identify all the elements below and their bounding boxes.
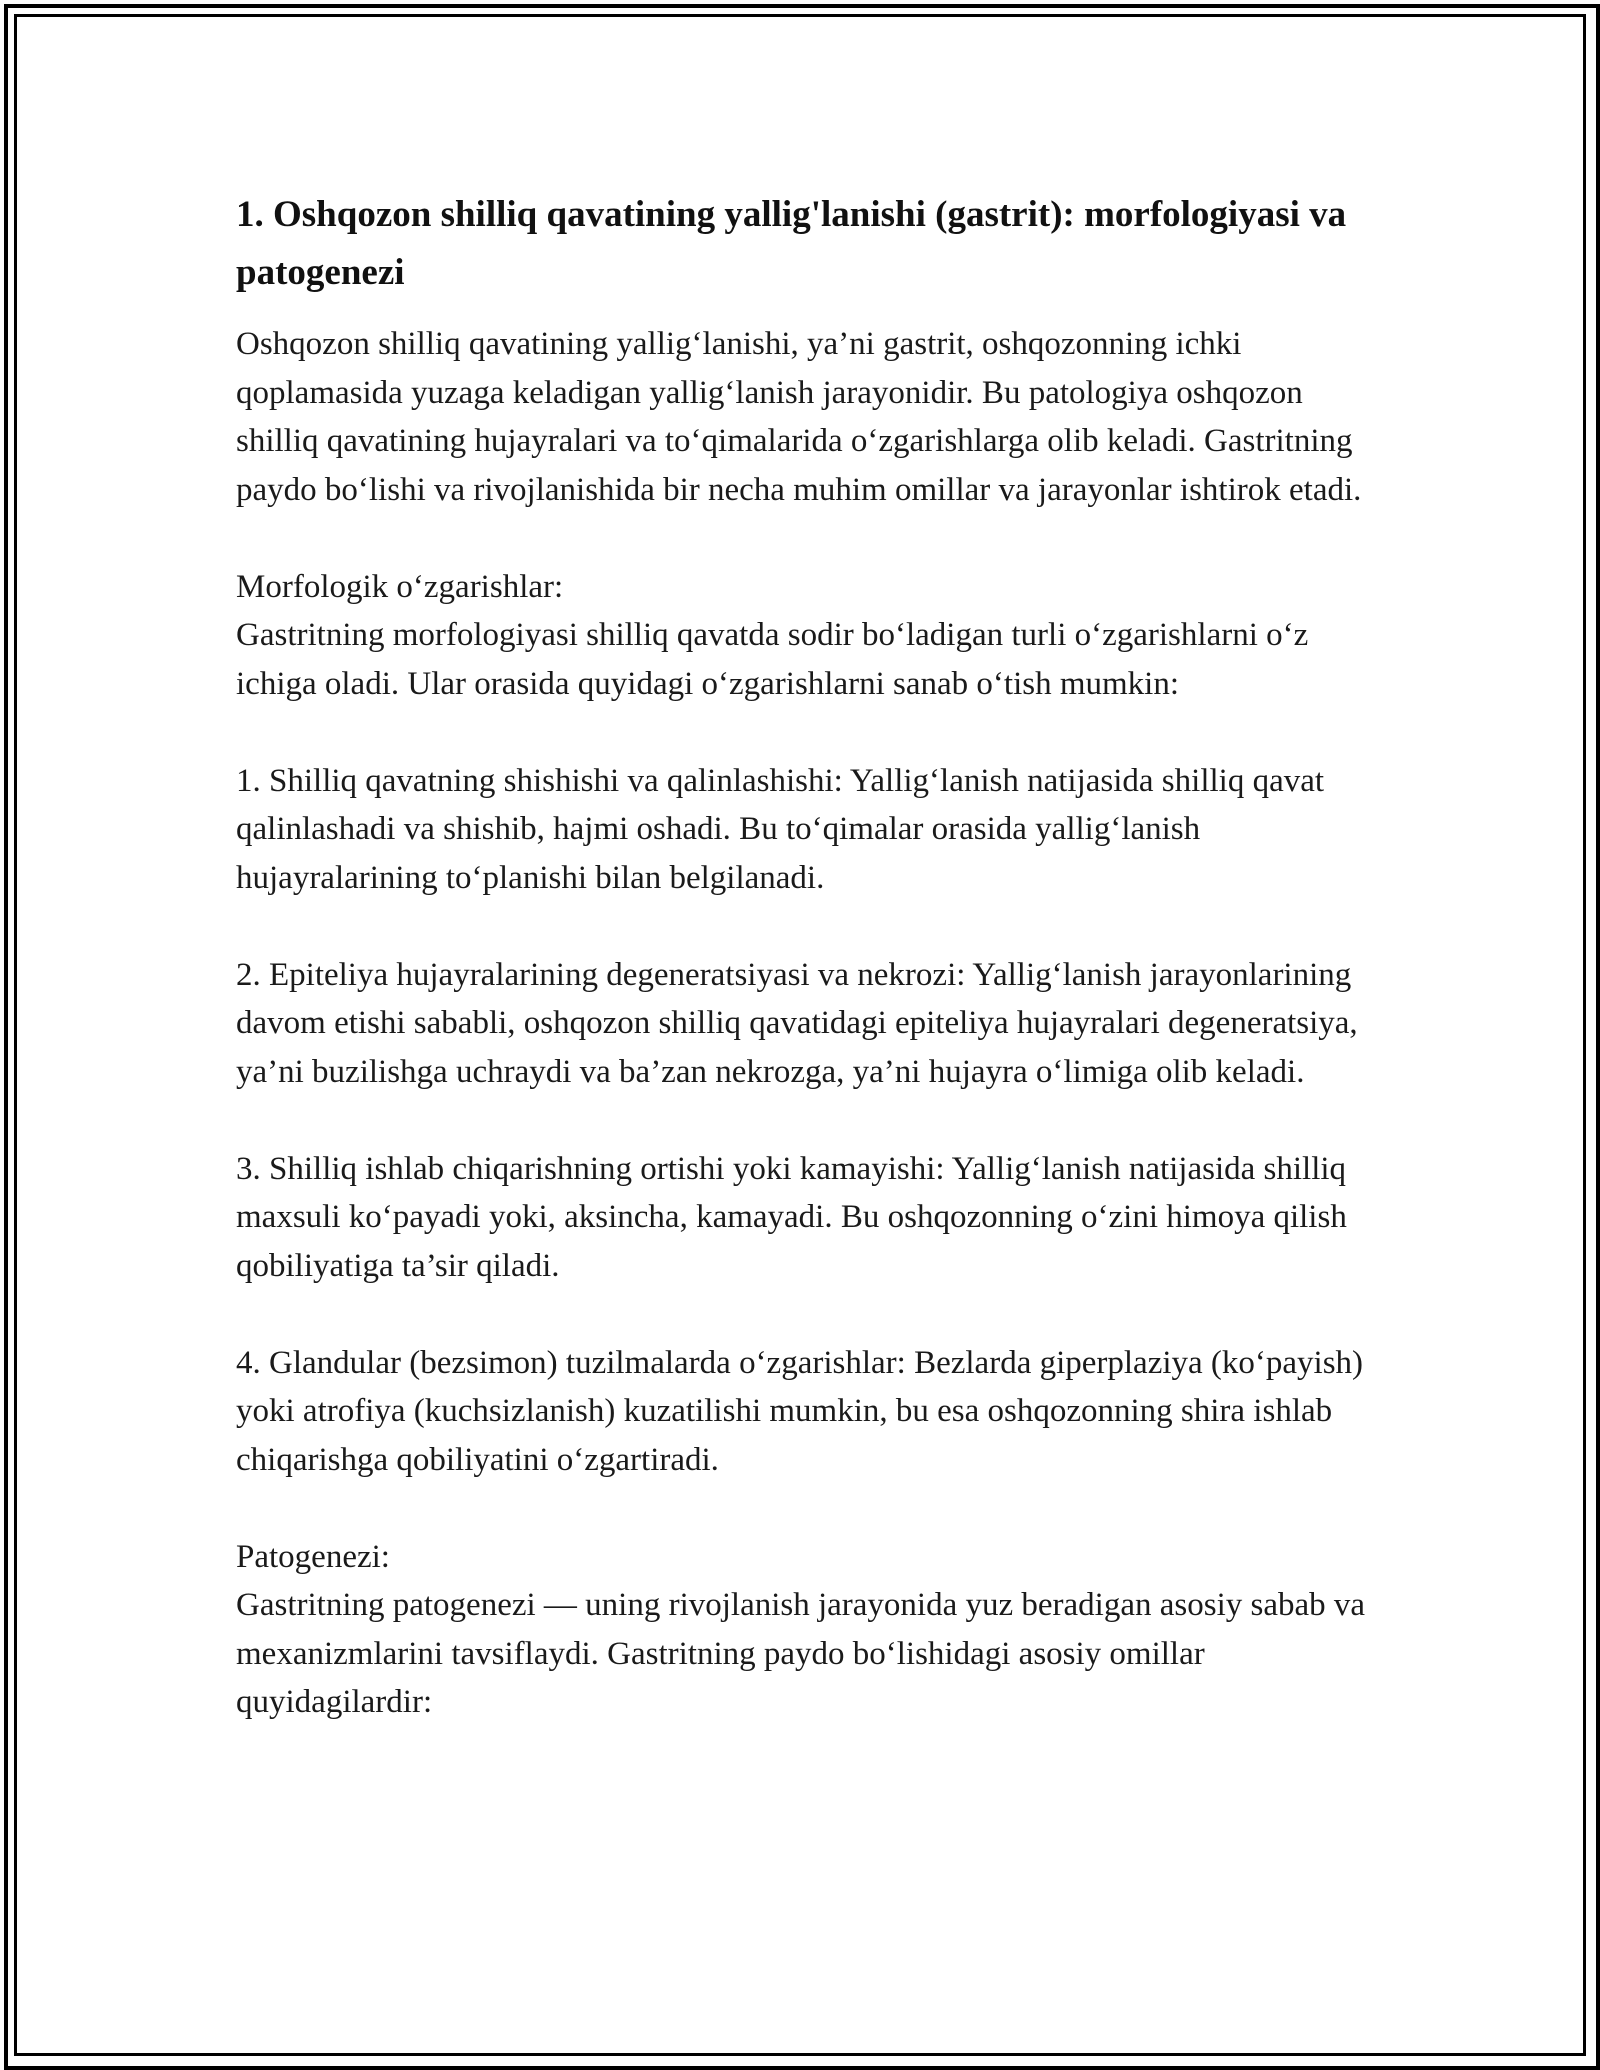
pathogenesis-heading: Patogenezi: — [236, 1538, 390, 1575]
list-item: 3. Shilliq ishlab chiqarishning ortishi yoki kamayishi: Yallig‘lanish natijasida shilliq maxsuli ko‘payadi yoki, aksincha, kamayadi. Bu oshqozonning o‘zini himoya qilish qobiliyatiga ta’sir qiladi. — [236, 1150, 1347, 1284]
list-item: 2. Epiteliya hujayralarining degeneratsiyasi va nekrozi: Yallig‘lanish jarayonlarining davom etishi sababli, oshqozon shilliq qavatidagi epiteliya hujayralari degeneratsiya, ya’ni buzilishga uchraydi va ba’zan nekrozga, ya’ni hujayra o‘limiga olib keladi. — [236, 956, 1358, 1090]
intro-paragraph: Oshqozon shilliq qavatining yallig‘lanishi, ya’ni gastrit, oshqozonning ichki qoplamasida yuzaga keladigan yallig‘lanish jarayonidir. Bu patologiya oshqozon shilliq qavatining hujayralari va to‘qimalarida o‘zgarishlarga olib keladi. Gastritning paydo bo‘lishi va rivojlanishida bir necha muhim omillar va jarayonlar ishtirok etadi. — [236, 326, 1362, 508]
list-item: 4. Glandular (bezsimon) tuzilmalarda o‘zgarishlar: Bezlarda giperplaziya (ko‘payish) yoki atrofiya (kuchsizlanish) kuzatilishi mumkin, bu esa oshqozonning shira ishlab chiqarishga qobiliyatini o‘zgartiradi. — [236, 1344, 1364, 1478]
pathogenesis-intro: Gastritning patogenezi — uning rivojlanish jarayonida yuz beradigan asosiy sabab va mexanizmlarini tavsiflaydi. Gastritning paydo bo‘lishidagi asosiy omillar quyidagilardir: — [236, 1587, 1366, 1720]
morphology-intro: Gastritning morfologiyasi shilliq qavatda sodir bo‘ladigan turli o‘zgarishlarni o‘z ichiga oladi. Ular orasida quyidagi o‘zgarishlarni sanab o‘tish mumkin: — [236, 617, 1309, 702]
document-body — [236, 186, 1366, 1727]
document-title: 1. Oshqozon shilliq qavatining yallig'lanishi (gastrit): morfologiyasi va patogenezi — [236, 194, 1347, 293]
morphology-heading: Morfologik o‘zgarishlar: — [236, 568, 564, 605]
list-item: 1. Shilliq qavatning shishishi va qalinlashishi: Yallig‘lanish natijasida shilliq qavat qalinlashadi va shishib, hajmi oshadi. Bu to‘qimalar orasida yallig‘lanish hujayralarining to‘planishi bilan belgilanadi. — [236, 762, 1325, 896]
